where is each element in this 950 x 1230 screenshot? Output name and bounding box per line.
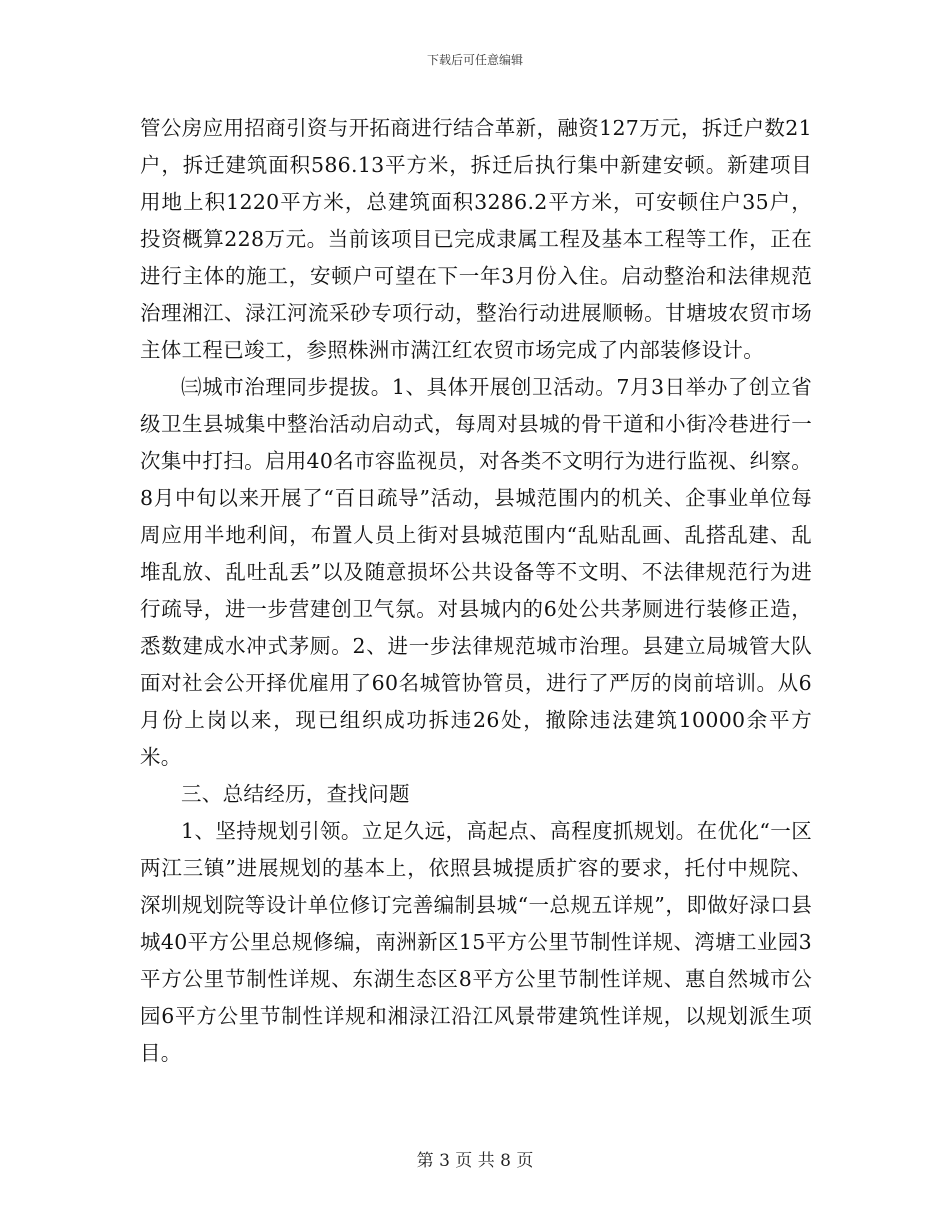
section-heading: 三、总结经历，查找问题 [181, 782, 410, 806]
paragraph-continued: 管公房应用招商引资与开拓商进行结合革新，融资127万元，拆迁户数21户，拆迁建筑面积586.13平方米，拆迁后执行集中新建安顿。新建项目用地上积1220平方米，总建筑面积3286.2平方米，可安顿住户35户，投资概算228万元。当前该项目已完成隶属工程及基本工程等工作，正在进行主体的施工，安顿户可望在下一年3月份入住。启动整治和法律规范治理湘江、渌江河流采砂专项行动，整治行动进展顺畅。甘塘坡农贸市场主体工程已竣工，参照株洲市满江红农贸市场完成了内部装修设计。 [140, 116, 812, 362]
document-body [140, 110, 812, 1072]
page-header-note: 下载后可任意编辑 [426, 53, 523, 67]
paragraph-city-governance: ㈢城市治理同步提拔。1、具体开展创卫活动。7月3日举办了创立省级卫生县城集中整治活动启动式，每周对县城的骨干道和小街冷巷进行一次集中打扫。启用40名市容监视员，对各类不文明行为进行监视、纠察。8月中旬以来开展了“百日疏导”活动，县城范围内的机关、企事业单位每周应用半地利间，布置人员上街对县城范围内“乱贴乱画、乱搭乱建、乱堆乱放、乱吐乱丢”以及随意损坏公共设备等不文明、不法律规范行为进行疏导，进一步营建创卫气氛。对县城内的6处公共茅厕进行装修正造，悉数建成水冲式茅厕。2、进一步法律规范城市治理。县建立局城管大队面对社会公开择优雇用了60名城管协管员，进行了严厉的岗前培训。从6月份上岗以来，现已组织成功拆违26处，撤除违法建筑10000余平方米。 [140, 375, 812, 769]
paragraph-planning: 1、坚持规划引领。立足久远，高起点、高程度抓规划。在优化“一区两江三镇”进展规划的基本上，依照县城提质扩容的要求，托付中规院、深圳规划院等设计单位修订完善编制县城“一总规五详规”，即做好渌口县城40平方公里总规修编，南洲新区15平方公里节制性详规、湾塘工业园3平方公里节制性详规、东湖生态区8平方公里节制性详规、惠自然城市公园6平方公里节制性详规和湘渌江沿江风景带建筑性详规，以规划派生项目。 [140, 819, 812, 1065]
page-number: 第 3 页 共 8 页 [416, 1151, 534, 1171]
